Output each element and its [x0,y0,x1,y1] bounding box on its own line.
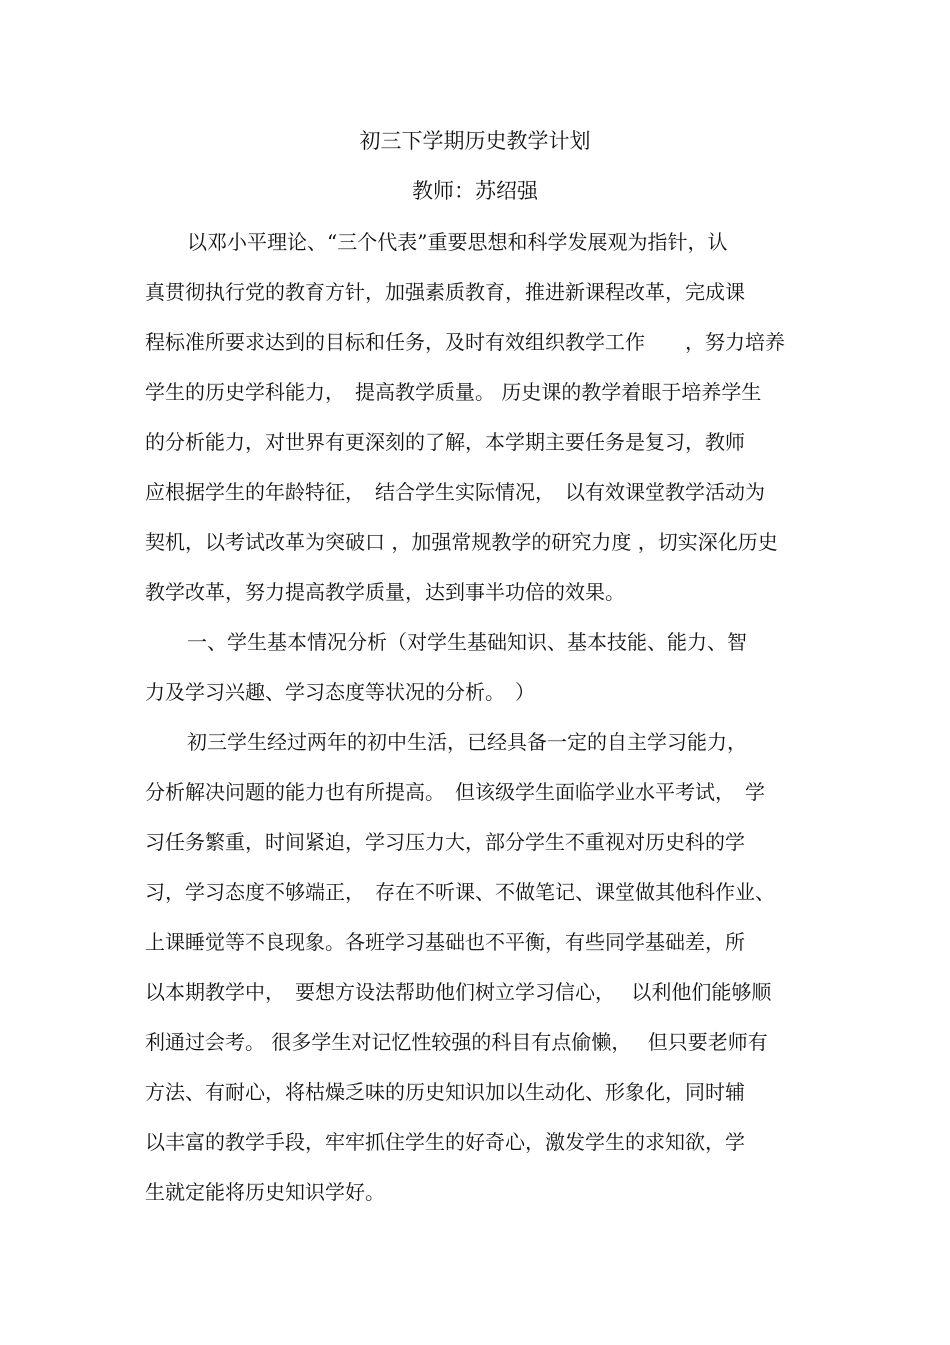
paragraph-line: 以本期教学中， 要想方设法帮助他们树立学习信心， 以利他们能够顺 [145,980,772,1004]
paragraph-line: 上课睡觉等不良现象。各班学习基础也不平衡，有些同学基础差，所 [145,930,745,954]
paragraph-line: 契机，以考试改革为突破口 ，加强常规教学的研究力度 ，切实深化历史 [145,530,778,554]
paragraph-line: 应根据学生的年龄特征， 结合学生实际情况， 以有效课堂教学活动为 [145,480,765,504]
paragraph-line: 分析解决问题的能力也有所提高。 但该级学生面临学业水平考试， 学 [145,780,765,804]
paragraph-line: 学生的历史学科能力， 提高教学质量。 历史课的教学着眼于培养学生 [145,380,762,404]
paragraph-line: 习任务繁重，时间紧迫，学习压力大，部分学生不重视对历史科的学 [145,830,745,854]
paragraph-line: 生就定能将历史知识学好。 [145,1180,385,1204]
paragraph-line: 的分析能力，对世界有更深刻的了解，本学期主要任务是复习，教师 [145,430,745,454]
paragraph-line: 程标准所要求达到的目标和任务，及时有效组织教学工作 ，努力培养 [145,330,785,354]
paragraph-line: 方法、有耐心，将枯燥乏味的历史知识加以生动化、形象化，同时辅 [145,1080,745,1104]
paragraph-line: 真贯彻执行党的教育方针，加强素质教育，推进新课程改革，完成课 [145,280,745,304]
paragraph-line: 初三学生经过两年的初中生活，已经具备一定的自主学习能力， [187,730,747,754]
paragraph-line: 以丰富的教学手段，牢牢抓住学生的好奇心，激发学生的求知欲，学 [145,1130,745,1154]
paragraph-line: 利通过会考。 很多学生对记忆性较强的科目有点偷懒， 但只要老师有 [145,1030,768,1054]
author-line: 教师：苏绍强 [412,179,538,203]
section-heading-line: 力及学习兴趣、学习态度等状况的分析。 ） [145,680,535,704]
paragraph-line: 习，学习态度不够端正， 存在不听课、不做笔记、课堂做其他科作业、 [145,880,775,904]
document-title: 初三下学期历史教学计划 [359,129,591,153]
paragraph-line: 教学改革，努力提高教学质量，达到事半功倍的效果。 [145,580,625,604]
paragraph-line: 以邓小平理论、“三个代表”重要思想和科学发展观为指针，认 [187,230,728,254]
section-heading-line: 一、学生基本情况分析（对学生基础知识、基本技能、能力、智 [187,630,747,654]
